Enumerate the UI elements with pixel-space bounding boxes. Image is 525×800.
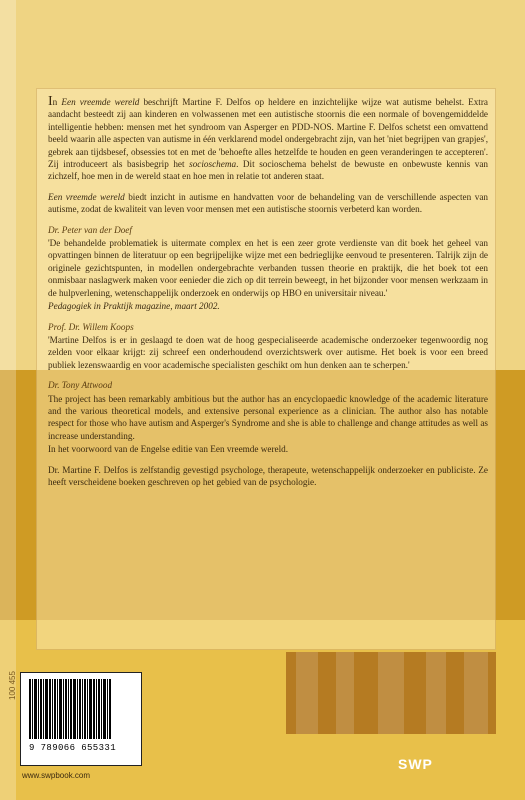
review-2 xyxy=(48,321,488,372)
book-title: Een vreemde wereld xyxy=(61,97,140,107)
publisher-url: www.swpbook.com xyxy=(22,771,91,780)
author-bio: Dr. Martine F. Delfos is zelfstandig gevestigd psychologe, therapeute, wetenschappelijk onderzoeker en publiciste. Ze heeft verscheidene boeken geschreven op het gebied van de psychologie. xyxy=(48,464,488,487)
review-quote: 'De behandelde problematiek is uitermate complex en het is een zeer grote verdienste van dit boek het geheel van opvattingen binnen de literatuur op een begrijpelijke wijze met een bedrieglijke eenvoud te presenteren. Talrijk zijn de originele gezichtspunten, in modellen ondergebrachte verbanden tussen theorie en praktijk, die het boek tot een onmisbaar naslagwerk maken voor eenieder die zich op dit terrein beweegt, in het bijzonder voor mensen werkzaam in de hulpverlening, wetenschappelijk onderzoek en onderwijs op HBO en universitair niveau.' xyxy=(48,238,488,298)
publisher-logo: SWP xyxy=(398,756,433,772)
review-3 xyxy=(48,379,488,455)
reviewer-name: Prof. Dr. Willem Koops xyxy=(48,321,134,332)
review-quote: The project has been remarkably ambitious but the author has an encyclopaedic knowledge of the academic literature and the various theoretical models, and extensive personal experience as a clinician. The author also has notable respect for those who have autism and Asperger's Syndrome and she is able to challenge and change attitudes as well as increase understanding. xyxy=(48,393,488,441)
reviewer-name: Dr. Peter van der Doef xyxy=(48,224,132,235)
review-source: Pedagogiek in Praktijk magazine, maart 2002. xyxy=(48,301,220,312)
isbn-digits: 9 789066 655331 xyxy=(29,743,117,753)
intro-paragraph-1: In Een vreemde wereld beschrijft Martine F. Delfos op heldere en inzichtelijke wijze wat autisme behelst. Extra aandacht besteedt zij aan kinderen en volwassenen met een autistische stoornis die een normale of bovengemiddelde intelligentie hebben: mensen met het syndroom van Asperger en PDD-NOS. Martine F. Delfos schetst een omvattend beeld waarin alle aspecten van autisme in één verklarend model ondergebracht zijn, van het 'niet begrijpen van grapjes', gebrek aan tijdsbesef, obsessies tot en met de 'behoefte alles hetzelfde te houden en geen veranderingen te accepteren'. Zij introduceert als basisbegrip het socioschema. Dit socioschema behelst de bewuste en onbewuste kennis van zichzelf, hoe men in de wereld staat en hoe men in relatie tot anderen staat. xyxy=(48,94,489,182)
barcode-bars xyxy=(29,679,133,739)
barcode xyxy=(20,672,142,766)
reviewer-name: Dr. Tony Attwood xyxy=(48,380,113,391)
intro-paragraph-2: Een vreemde wereld biedt inzicht in autisme en handvatten voor de behandeling van de verschillende aspecten van autisme, zodat de kwaliteit van leven voor mensen met een autistische stoornis verbeterd kan worden. xyxy=(48,191,488,215)
cover-text xyxy=(48,96,488,496)
drop-cap: I xyxy=(48,94,53,109)
review-1 xyxy=(48,224,488,313)
spine-code: 100 455 xyxy=(8,671,17,700)
review-quote: 'Martine Delfos is er in geslaagd te doen wat de hoog gespecialiseerde academische onderzoeker tegenwoordig nog zelden voor elkaar krijgt: zij schreef een onderhoudend overzichtswerk over autisme. Het boek is voor een breed publiek lezenswaardig en voor academische specialisten geschikt om hun denken aan te scherpen.' xyxy=(48,334,488,370)
author-photo xyxy=(286,652,496,734)
review-source: In het voorwoord van de Engelse editie van Een vreemde wereld. xyxy=(48,444,289,455)
